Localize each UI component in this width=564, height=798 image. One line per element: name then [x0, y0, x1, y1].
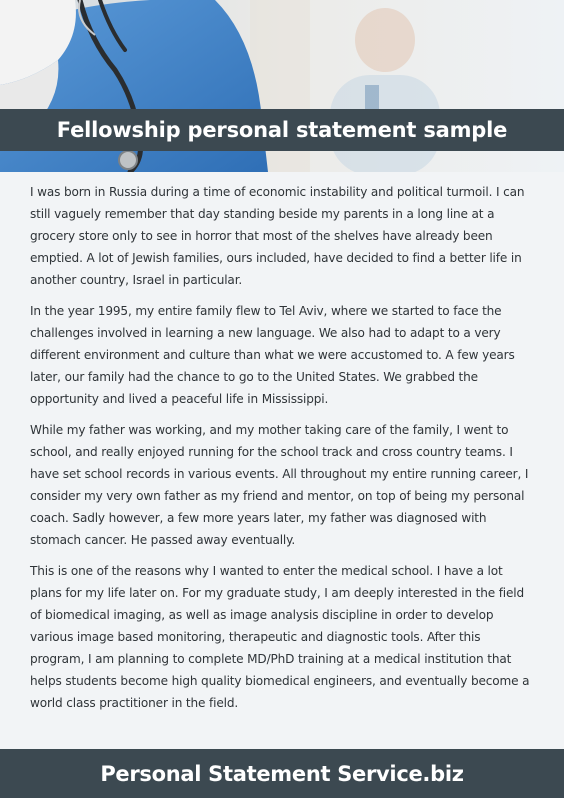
page-title: Fellowship personal statement sample: [56, 118, 508, 142]
paragraph-4: This is one of the reasons why I wanted to enter the medical school. I have a lot plans for my life later on. For my graduate study, I am deeply interested in the field of biomedical imaging, as well as image analysis discipline in order to develop various image based monitoring, therapeutic and diagnostic tools. After this program, I am planning to complete MD/PhD training at a medical institution that helps students become high quality biomedical engineers, and eventually become a world class practitioner in the field.: [30, 564, 530, 710]
paragraph-1: I was born in Russia during a time of economic instability and political turmoil. I can still vaguely remember that day standing beside my parents in a long line at a grocery store only to see in horror that most of the shelves have already been emptied. A lot of Jewish families, ours included, have decided to find a better life in another country, Israel in particular.: [30, 185, 525, 287]
title-bar: [0, 109, 564, 151]
footer-bar: [0, 749, 564, 798]
paragraph-2: In the year 1995, my entire family flew to Tel Aviv, where we started to face the challenges involved in learning a new language. We also had to adapt to a very different environment and culture than what we were accustomed to. A few years later, our family had the chance to go to the United States. We grabbed the opportunity and lived a peaceful life in Mississippi.: [30, 304, 515, 406]
statement-body: [30, 181, 536, 723]
footer-brand: Personal Statement Service.biz: [100, 761, 464, 786]
paragraph-3: While my father was working, and my mother taking care of the family, I went to school, and really enjoyed running for the school track and cross country teams. I have set school records in various events. All throughout my entire running career, I consider my very own father as my friend and mentor, on top of being my personal coach. Sadly however, a few more years later, my father was diagnosed with stomach cancer. He passed away eventually.: [30, 423, 529, 547]
